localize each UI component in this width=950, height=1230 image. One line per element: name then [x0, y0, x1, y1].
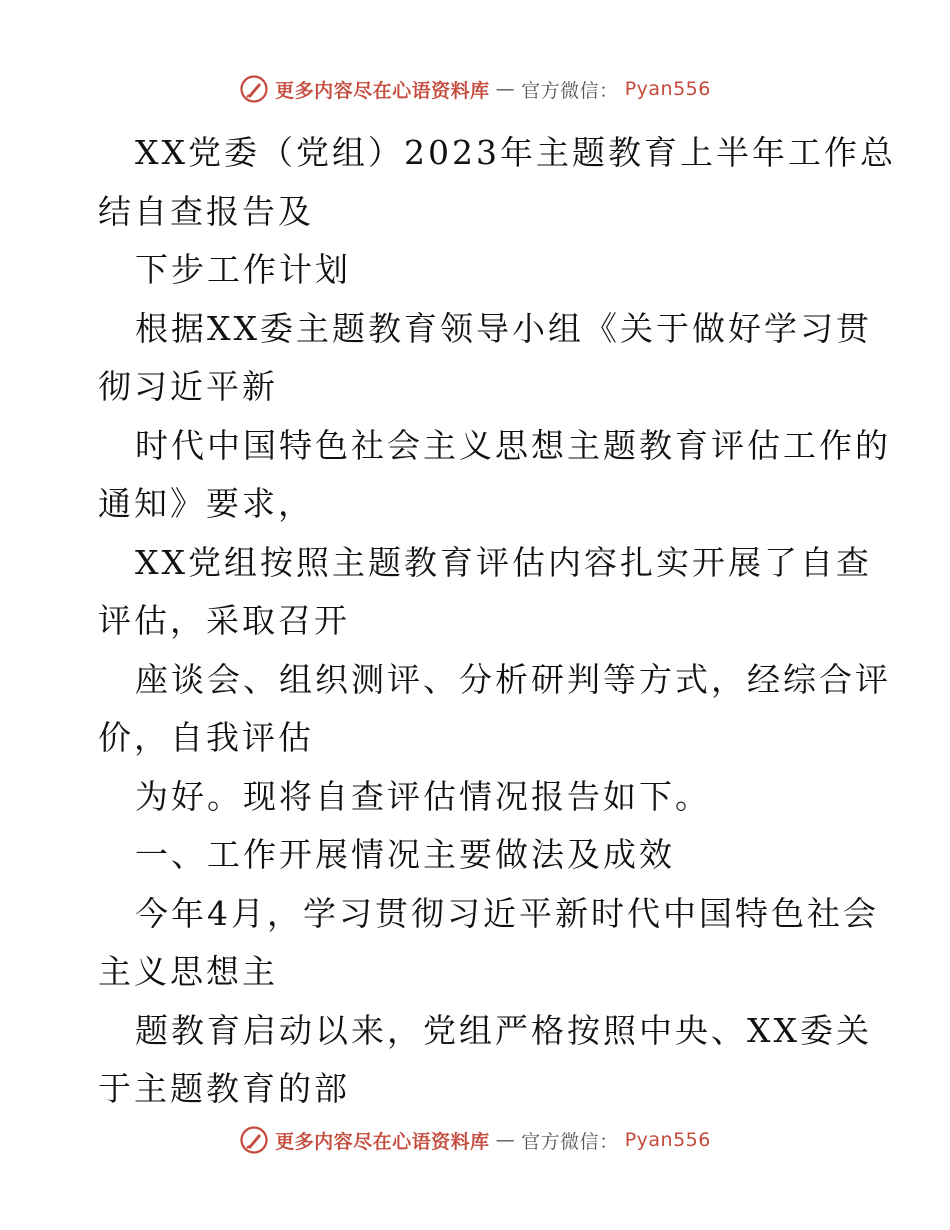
text-line: 为好。现将自查评估情况报告如下。 [135, 776, 711, 816]
quill-pen-logo-icon [239, 1125, 269, 1155]
watermark-id: Pyan556 [624, 1129, 711, 1151]
text-line: 结自查报告及 [98, 191, 314, 231]
footer-watermark [0, 1125, 950, 1155]
watermark-separator: — [495, 78, 516, 100]
text-line: 价，自我评估 [98, 718, 314, 757]
watermark-text: 更多内容尽在心语资料库 [275, 79, 490, 102]
text-line: 今年4月，学习贯彻习近平新时代中国特色社会 [135, 893, 879, 933]
text-line: 题教育启动以来，党组严格按照中央、XX委关 [135, 1010, 872, 1050]
quill-pen-logo-icon [239, 74, 269, 104]
watermark-label: 官方微信： [521, 79, 619, 102]
text-line: 评估，采取召开 [98, 601, 350, 640]
text-line: 时代中国特色社会主义思想主题教育评估工作的 [135, 425, 891, 465]
section-heading: 一、工作开展情况主要做法及成效 [135, 835, 675, 874]
watermark-text: 更多内容尽在心语资料库 [275, 1130, 490, 1153]
text-line: 于主题教育的部 [98, 1069, 350, 1108]
text-line: 下步工作计划 [135, 250, 351, 289]
text-line: 主义思想主 [98, 952, 278, 991]
watermark-label: 官方微信： [521, 1130, 619, 1153]
watermark-id: Pyan556 [624, 78, 711, 100]
text-line: 座谈会、组织测评、分析研判等方式，经综合评 [135, 659, 891, 699]
text-line: 彻习近平新 [98, 367, 278, 406]
document-body [98, 124, 896, 1119]
watermark-separator: — [495, 1129, 516, 1151]
text-line: 通知》要求， [98, 484, 314, 523]
text-line: 根据XX委主题教育领导小组《关于做好学习贯 [135, 308, 872, 348]
text-line: XX党组按照主题教育评估内容扎实开展了自查 [135, 542, 872, 582]
text-line: XX党委（党组）2023年主题教育上半年工作总 [135, 133, 896, 172]
header-watermark [0, 74, 950, 104]
